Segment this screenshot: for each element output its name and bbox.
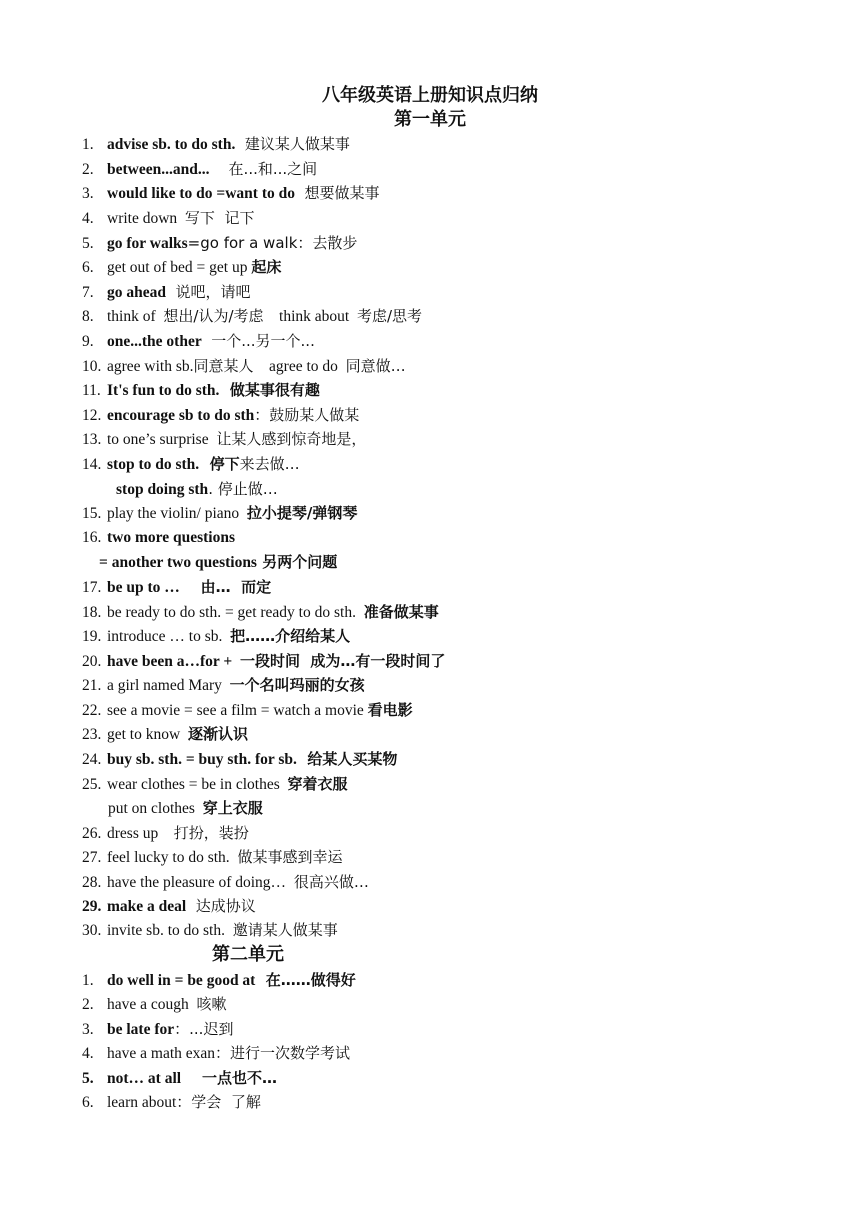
list-item xyxy=(99,551,337,573)
meaning: 一个...另一个... xyxy=(201,332,315,350)
meaning: ：...迟到 xyxy=(174,1020,234,1038)
item-number: 17. xyxy=(82,579,102,596)
list-item xyxy=(82,601,439,623)
list-item xyxy=(82,330,315,352)
meaning: 来去做… xyxy=(239,455,300,473)
list-item xyxy=(82,871,369,893)
meaning: 一个名叫玛丽的女孩 xyxy=(229,676,365,694)
item-number: 26. xyxy=(82,825,102,842)
item-number: 13. xyxy=(82,431,102,448)
phrase: a girl named Mary xyxy=(107,677,230,694)
list-item xyxy=(82,822,249,844)
meaning: 准备做某事 xyxy=(363,603,439,621)
list-item xyxy=(82,404,359,426)
list-item xyxy=(82,182,380,204)
meaning: 一段时间 xyxy=(239,652,300,670)
list-item xyxy=(82,650,445,672)
meaning: 把……介绍给某人 xyxy=(230,627,351,645)
meaning: 停下 xyxy=(199,455,240,473)
list-item xyxy=(82,527,235,549)
list-item xyxy=(82,969,356,991)
item-number: 4. xyxy=(82,210,94,227)
phrase: write down xyxy=(107,210,185,227)
phrase: have the pleasure of doing… xyxy=(107,874,294,891)
meaning: 咳嗽 xyxy=(196,995,227,1013)
item-number: 14. xyxy=(82,456,102,473)
list-item xyxy=(82,453,300,475)
item-number: 5. xyxy=(82,1070,94,1087)
phrase: stop doing sth xyxy=(116,481,209,498)
phrase: one...the other xyxy=(107,333,202,350)
item-number: 29. xyxy=(82,898,102,915)
list-item xyxy=(82,576,271,598)
list-item xyxy=(82,773,348,795)
item-number: 10. xyxy=(82,358,102,375)
item-number: 30. xyxy=(82,922,102,939)
phrase: see a movie = see a film = watch a movie xyxy=(107,702,368,719)
phrase: go ahead xyxy=(107,284,166,301)
phrase: put on clothes xyxy=(108,800,203,817)
meaning: 看电影 xyxy=(367,701,413,719)
item-number: 21. xyxy=(82,677,102,694)
item-number: 24. xyxy=(82,751,102,768)
phrase: agree with sb. xyxy=(107,358,194,375)
meaning: 写下 记下 xyxy=(184,209,255,227)
phrase: buy sb. sth. = buy sth. for sb. xyxy=(107,751,297,768)
meaning: 很高兴做… xyxy=(293,873,369,891)
item-number: 3. xyxy=(82,1021,94,1038)
phrase: have been a…for + xyxy=(107,653,240,670)
list-item xyxy=(116,478,278,500)
list-item xyxy=(82,723,248,745)
item-number: 6. xyxy=(82,259,94,276)
meaning: 给某人买某物 xyxy=(296,750,398,768)
phrase: get out of bed = get up xyxy=(107,259,252,276)
list-item xyxy=(82,379,320,401)
item-number: 2. xyxy=(82,161,94,178)
item-number: 25. xyxy=(82,776,102,793)
meaning: . 停止做… xyxy=(208,480,278,498)
phrase: two more questions xyxy=(107,529,236,546)
phrase: do well in = be good at xyxy=(107,972,256,989)
phrase: think of xyxy=(107,308,164,325)
meaning: =go for a walk：去散步 xyxy=(187,234,358,252)
list-item xyxy=(82,699,413,721)
meaning: 成为…有一段时间了 xyxy=(299,652,446,670)
list-item xyxy=(82,625,350,647)
meaning: 逐渐认识 xyxy=(187,725,248,743)
phrase: stop to do sth. xyxy=(107,456,200,473)
list-item xyxy=(82,281,251,303)
item-number: 22. xyxy=(82,702,102,719)
item-number: 3. xyxy=(82,185,94,202)
phrase: be late for xyxy=(107,1021,175,1038)
item-number: 15. xyxy=(82,505,102,522)
meaning: 说吧，请吧 xyxy=(166,283,251,301)
item-number: 2. xyxy=(82,996,94,1013)
meaning: 另两个问题 xyxy=(256,553,338,571)
phrase: agree to do xyxy=(253,358,346,375)
meaning: 做某事很有趣 xyxy=(219,381,320,399)
list-item xyxy=(82,133,350,155)
phrase: = another two questions xyxy=(99,554,257,571)
meaning: 由… 而定 xyxy=(179,578,272,596)
meaning: ：鼓励某人做某 xyxy=(254,406,360,424)
meaning: 同意某人 xyxy=(193,357,254,375)
list-item xyxy=(82,355,406,377)
meaning: 起床 xyxy=(251,258,282,276)
phrase: go for walks xyxy=(107,235,188,252)
phrase: feel lucky to do sth. xyxy=(107,849,238,866)
list-item xyxy=(82,158,317,180)
meaning: 建议某人做某事 xyxy=(235,135,350,153)
meaning: ：学会 了解 xyxy=(176,1093,261,1111)
meaning: 穿上衣服 xyxy=(202,799,263,817)
phrase: make a deal xyxy=(107,898,187,915)
meaning: 同意做… xyxy=(345,357,406,375)
phrase: be ready to do sth. = get ready to do sth. xyxy=(107,604,364,621)
meaning: 让某人感到惊奇地是， xyxy=(216,430,367,448)
meaning: 一点也不… xyxy=(181,1069,277,1087)
list-item xyxy=(82,256,281,278)
list-item xyxy=(82,748,397,770)
list-item xyxy=(82,919,338,941)
list-item xyxy=(82,502,357,524)
unit-2-title: 第二单元 xyxy=(212,944,284,964)
item-number: 4. xyxy=(82,1045,94,1062)
meaning: 打扮，装扮 xyxy=(173,824,249,842)
phrase: have a math exan xyxy=(107,1045,216,1062)
item-number: 6. xyxy=(82,1094,94,1111)
phrase: learn about xyxy=(107,1094,177,1111)
document-title: 八年级英语上册知识点归纳 xyxy=(322,85,538,105)
phrase: dress up xyxy=(107,825,174,842)
phrase: between...and... xyxy=(107,161,210,178)
meaning: 拉小提琴/弹钢琴 xyxy=(246,504,358,522)
list-item xyxy=(82,305,422,327)
meaning: 想出/认为/考虑 xyxy=(163,307,264,325)
phrase: think about xyxy=(263,308,357,325)
item-number: 20. xyxy=(82,653,102,670)
list-item xyxy=(108,797,263,819)
phrase: not… at all xyxy=(107,1070,182,1087)
item-number: 11. xyxy=(82,382,101,399)
phrase: wear clothes = be in clothes xyxy=(107,776,288,793)
item-number: 7. xyxy=(82,284,94,301)
item-number: 9. xyxy=(82,333,94,350)
phrase: introduce … to sb. xyxy=(107,628,231,645)
phrase: It's fun to do sth. xyxy=(107,382,220,399)
phrase: to one’s surprise xyxy=(107,431,217,448)
meaning: 达成协议 xyxy=(186,897,256,915)
list-item xyxy=(82,895,256,917)
meaning: 想要做某事 xyxy=(294,184,380,202)
meaning: 在……做得好 xyxy=(255,971,356,989)
item-number: 16. xyxy=(82,529,102,546)
phrase: play the violin/ piano xyxy=(107,505,247,522)
list-item xyxy=(82,232,357,254)
phrase: encourage sb to do sth xyxy=(107,407,255,424)
item-number: 12. xyxy=(82,407,102,424)
item-number: 1. xyxy=(82,136,94,153)
meaning: 邀请某人做某事 xyxy=(232,921,338,939)
list-item xyxy=(82,1018,233,1040)
list-item xyxy=(82,1067,277,1089)
phrase: advise sb. to do sth. xyxy=(107,136,236,153)
item-number: 23. xyxy=(82,726,102,743)
list-item xyxy=(82,428,366,450)
meaning: ：进行一次数学考试 xyxy=(215,1044,351,1062)
phrase: have a cough xyxy=(107,996,197,1013)
item-number: 8. xyxy=(82,308,94,325)
list-item xyxy=(82,207,254,229)
item-number: 27. xyxy=(82,849,102,866)
meaning: 考虑/思考 xyxy=(356,307,423,325)
item-number: 1. xyxy=(82,972,94,989)
phrase: invite sb. to do sth. xyxy=(107,922,233,939)
list-item xyxy=(82,674,365,696)
phrase: be up to … xyxy=(107,579,180,596)
list-item xyxy=(82,846,342,868)
item-number: 19. xyxy=(82,628,102,645)
unit-1-title: 第一单元 xyxy=(394,109,466,129)
list-item xyxy=(82,1091,261,1113)
list-item xyxy=(82,993,227,1015)
phrase: get to know xyxy=(107,726,188,743)
meaning: 穿着衣服 xyxy=(287,775,348,793)
item-number: 28. xyxy=(82,874,102,891)
phrase: would like to do =want to do xyxy=(107,185,295,202)
list-item xyxy=(82,1042,350,1064)
meaning: 做某事感到幸运 xyxy=(237,848,343,866)
meaning: 在...和...之间 xyxy=(209,160,318,178)
item-number: 18. xyxy=(82,604,102,621)
item-number: 5. xyxy=(82,235,94,252)
